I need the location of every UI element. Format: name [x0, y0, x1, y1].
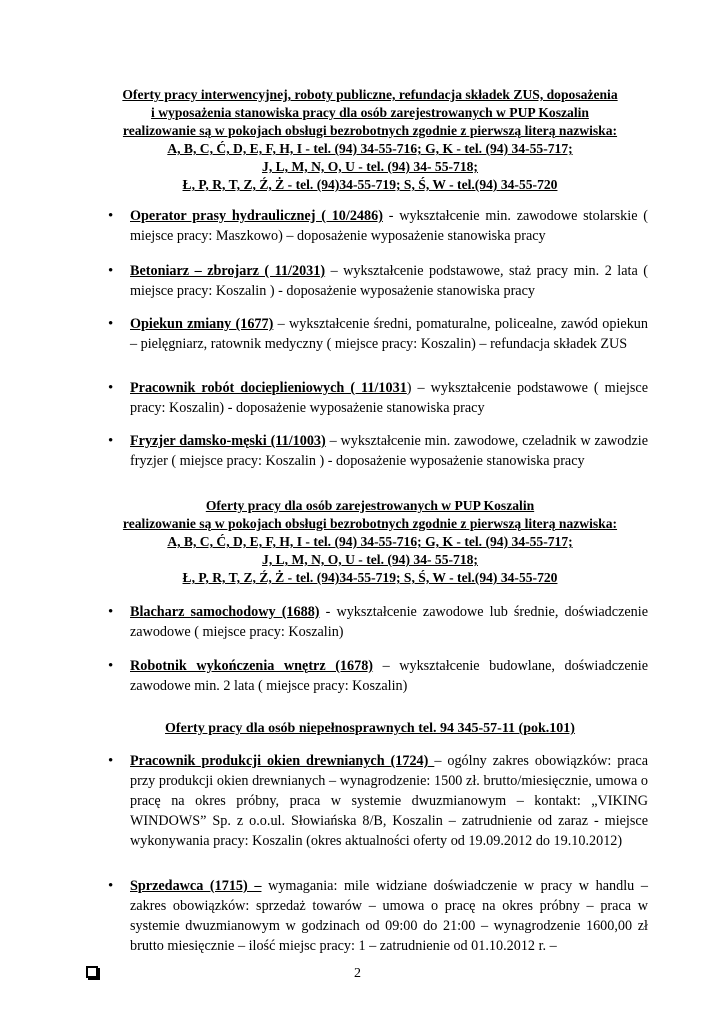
job-offer-item — [108, 751, 648, 851]
job-title: Operator prasy hydraulicznej ( 10/2486) — [130, 208, 383, 224]
bullet-icon: • — [108, 878, 114, 894]
job-offer-item — [108, 206, 648, 246]
heading-line: Ł, P, R, T, Z, Ź, Ż - tel. (94)34-55-719; S, Ś, W - tel.(94) 34-55-720 — [182, 177, 558, 192]
section-2-heading — [90, 497, 650, 587]
job-title: Blacharz samochodowy (1688) — [130, 604, 320, 620]
job-description: wymagania: mile widziane doświadczenie w pracy w handlu – zakres obowiązków: sprzedaż towarów – umowa o pracę na okres próbny – praca w systemie dwuzmianowym w godzinach od 09:00 do 21:00 – wynagrodzenie 1600,00 zł brutto miesięcznie – ilość miejsc pracy: 1 – zatrudnienie od 01.10.2012 r. – — [130, 878, 648, 954]
heading-line: A, B, C, Ć, D, E, F, H, I - tel. (94) 34-55-716; G, K - tel. (94) 34-55-717; — [167, 534, 573, 549]
section-1-heading — [90, 86, 650, 194]
heading-line: J, L, M, N, O, U - tel. (94) 34- 55-718; — [262, 552, 478, 567]
bullet-icon: • — [108, 753, 114, 769]
job-offer-item — [108, 378, 648, 418]
job-description: – wykształcenie podstawowe, staż pracy min. 2 lata ( miejsce pracy: Koszalin ) - doposażenie wyposażenie stanowiska pracy — [130, 263, 648, 299]
job-offer-item — [108, 261, 648, 301]
job-title: Betoniarz – zbrojarz ( 11/2031) — [130, 263, 326, 279]
job-description: – wykształcenie min. zawodowe, czeladnik w zawodzie fryzjer ( miejsce pracy: Koszalin ) - doposażenie wyposażenie stanowiska pracy — [130, 433, 648, 469]
bullet-icon: • — [108, 433, 114, 449]
job-title: Pracownik produkcji okien drewnianych (1724) — [130, 753, 435, 769]
job-description: – wykształcenie średni, pomaturalne, policealne, zawód opiekun – pielęgniarz, ratownik medyczny ( miejsce pracy: Koszalin) – refundacja składek ZUS — [130, 316, 648, 352]
job-description: – ogólny zakres obowiązków: praca przy produkcji okien drewnianych – wynagrodzenie: 1500 zł. brutto/miesięcznie, umowa o pracę na okres próbny, praca w systemie dwuzmianowym – kontakt: „VIKING WINDOWS” Sp. z o.o.ul. Słowiańska 8/B, Koszalin – zatrudnienie od zaraz - miejsce wykonywania pracy: Koszalin (okres aktualności oferty od 19.09.2012 do 19.10.2012) — [130, 753, 648, 849]
job-offer-item — [108, 656, 648, 696]
heading-line: Oferty pracy interwencyjnej, roboty publiczne, refundacja składek ZUS, doposażenia — [122, 87, 618, 102]
heading-line: i wyposażenia stanowiska pracy dla osób zarejestrowanych w PUP Koszalin — [151, 105, 589, 120]
job-offer-item — [108, 602, 648, 642]
job-description: ) – wykształcenie podstawowe ( miejsce pracy: Koszalin) - doposażenie wyposażenie stanowiska pracy — [130, 380, 648, 416]
job-offer-item — [108, 876, 648, 956]
bullet-icon: • — [108, 316, 114, 332]
job-title: Fryzjer damsko-męski (11/1003) — [130, 433, 326, 449]
checkbox-icon — [86, 966, 98, 978]
job-offer-item — [108, 314, 648, 354]
job-description: – wykształcenie budowlane, doświadczenie zawodowe min. 2 lata ( miejsce pracy: Koszalin) — [130, 658, 648, 694]
job-title: Robotnik wykończenia wnętrz (1678) — [130, 658, 374, 674]
page-number: 2 — [354, 966, 361, 981]
job-title: Opiekun zmiany (1677) — [130, 316, 274, 332]
heading-line: realizowanie są w pokojach obsługi bezrobotnych zgodnie z pierwszą literą nazwiska: — [122, 516, 618, 531]
heading-line: Ł, P, R, T, Z, Ź, Ż - tel. (94)34-55-719; S, Ś, W - tel.(94) 34-55-720 — [182, 570, 558, 585]
bullet-icon: • — [108, 658, 114, 674]
heading-line: Oferty pracy dla osób zarejestrowanych w PUP Koszalin — [205, 498, 535, 513]
job-title: Pracownik robót docieplieniowych ( 11/1031 — [130, 380, 407, 396]
heading-line: J, L, M, N, O, U - tel. (94) 34- 55-718; — [262, 159, 478, 174]
bullet-icon: • — [108, 208, 114, 224]
job-description: - wykształcenie zawodowe lub średnie, doświadczenie zawodowe ( miejsce pracy: Koszalin) — [130, 604, 648, 640]
bullet-icon: • — [108, 380, 114, 396]
heading-line: realizowanie są w pokojach obsługi bezrobotnych zgodnie z pierwszą literą nazwiska: — [122, 123, 618, 138]
heading-line: A, B, C, Ć, D, E, F, H, I - tel. (94) 34-55-716; G, K - tel. (94) 34-55-717; — [167, 141, 573, 156]
bullet-icon: • — [108, 604, 114, 620]
section-3-heading: Oferty pracy dla osób niepełnosprawnych tel. 94 345-57-11 (pok.101) — [165, 721, 575, 736]
job-description: - wykształcenie min. zawodowe stolarskie ( miejsce pracy: Maszkowo) – doposażenie wyposażenie stanowiska pracy — [130, 208, 648, 244]
job-offer-item — [108, 431, 648, 471]
job-title: Sprzedawca (1715) – — [130, 878, 262, 894]
bullet-icon: • — [108, 263, 114, 279]
